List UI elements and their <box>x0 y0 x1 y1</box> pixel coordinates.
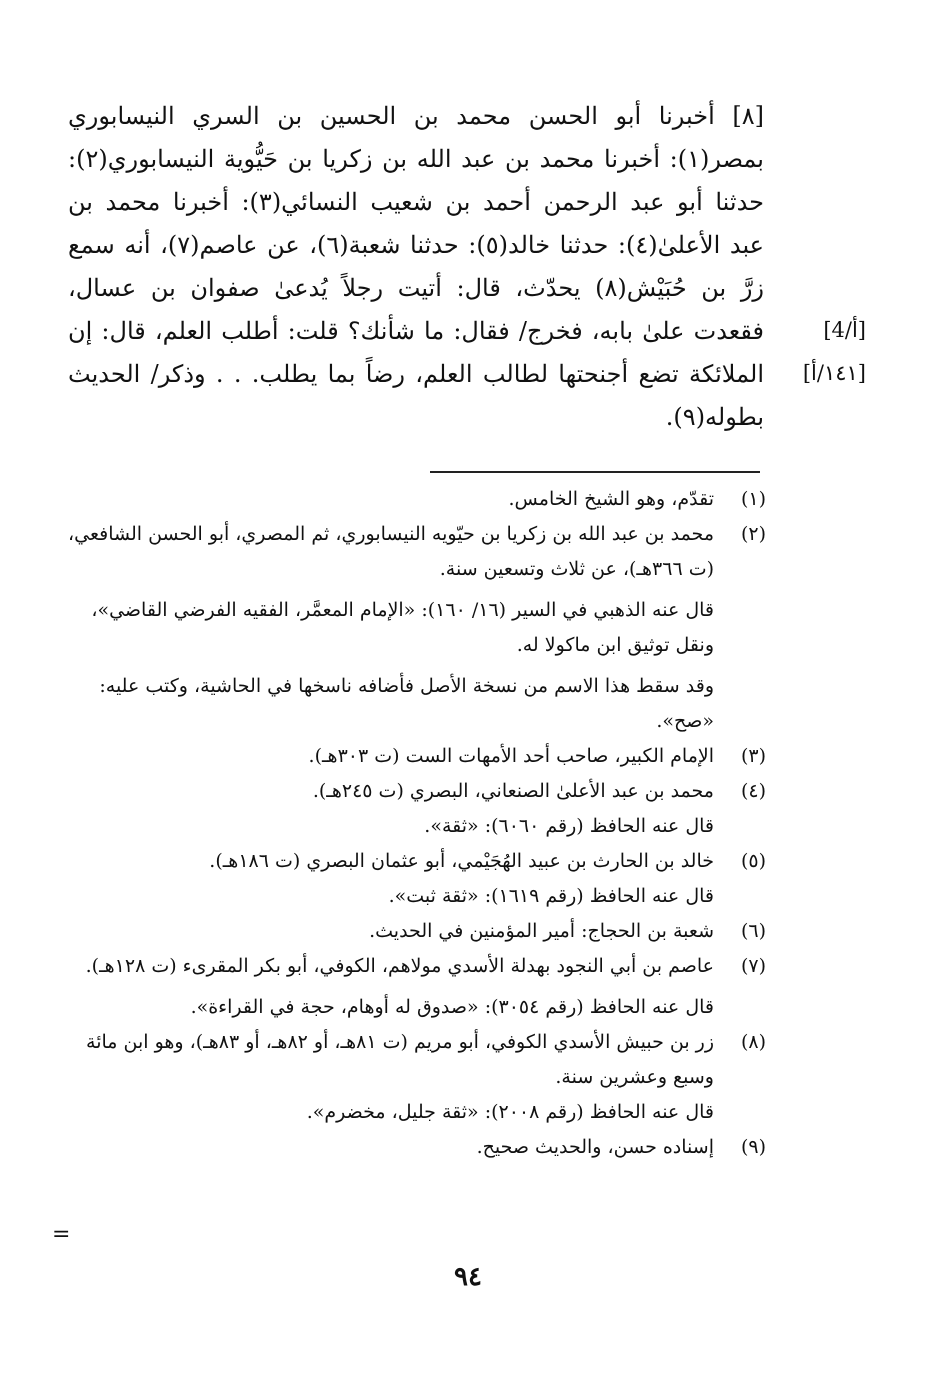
main-text-line: الملائكة تضع أجنحتها لطالب العلم، رضاً بما يطلب. . . وذكر/ الحديث <box>68 360 764 388</box>
footnote <box>66 482 766 517</box>
footnote <box>66 739 766 774</box>
footnote-number: (٢) <box>740 523 766 545</box>
main-text-line: عبد الأعلىٰ(٤): حدثنا خالد(٥): حدثنا شعبة(٦)، عن عاصم(٧)، أنه سمع <box>68 231 765 259</box>
footnote-text: قال عنه الحافظ (رقم ٣٠٥٤): «صدوق له أوهام، حجة في القراءة». <box>190 996 714 1018</box>
footnotes <box>66 482 766 1165</box>
continuation-mark: = <box>52 1222 71 1247</box>
footnote-text: الإمام الكبير، صاحب أحد الأمهات الست (ت ٣٠٣هـ). <box>308 745 714 767</box>
footnote-number: (٩) <box>740 1136 766 1158</box>
footnote <box>66 517 766 739</box>
footnote-number: (٣) <box>740 745 766 767</box>
footnote <box>66 914 766 949</box>
footnote-number: (٨) <box>740 1031 766 1053</box>
footnote <box>66 949 766 1025</box>
footnote-text: شعبة بن الحجاج: أمير المؤمنين في الحديث. <box>369 920 714 942</box>
main-text-line: فقعدت علىٰ بابه، فخرج/ فقال: ما شأنك؟ قلت: أطلب العلم، قال: إن <box>68 317 764 345</box>
footnote-number: (٤) <box>740 780 766 802</box>
footnote-text: وقد سقط هذا الاسم من نسخة الأصل فأضافه ناسخها في الحاشية، وكتب عليه: «صح». <box>99 675 714 732</box>
footnote-text: قال عنه الذهبي في السير (١٦/ ١٦٠): «الإمام المعمَّر، الفقيه الفرضي القاضي»، ونقل توثيق ابن ماكولا له. <box>91 599 714 656</box>
footnote-text: محمد بن عبد الأعلىٰ الصنعاني، البصري (ت ٢٤٥هـ). <box>312 780 714 802</box>
footnote-text: تقدّم، وهو الشيخ الخامس. <box>508 488 714 510</box>
footnote <box>66 1130 766 1165</box>
page-number: ٩٤ <box>454 1262 482 1292</box>
main-text-line: بمصر(١): أخبرنا محمد بن عبد الله بن زكريا بن حَيُّوية النيسابوري(٢): <box>68 145 764 173</box>
footnote-number: (٧) <box>740 955 766 977</box>
manuscript-folio-marker: [4/أ] <box>823 318 866 342</box>
footnote-separator <box>430 471 760 473</box>
footnote-text: عاصم بن أبي النجود بهدلة الأسدي مولاهم، الكوفي، أبو بكر المقرىء (ت ١٢٨هـ). <box>85 955 714 977</box>
footnote-number: (١) <box>740 488 766 510</box>
main-text <box>68 95 764 439</box>
footnote-text: زر بن حبيش الأسدي الكوفي، أبو مريم (ت ٨١هـ، أو ٨٢هـ، أو ٨٣هـ)، وهو ابن مائة وسبع وعشرين سنة. <box>86 1031 714 1088</box>
footnote <box>66 844 766 914</box>
footnote-number: (٥) <box>740 850 766 872</box>
footnote-text: قال عنه الحافظ (رقم ٦٠٦٠): «ثقة». <box>424 815 714 837</box>
footnote <box>66 1025 766 1130</box>
footnote-number: (٦) <box>740 920 766 942</box>
main-text-line: زرَّ بن حُبَيْش(٨) يحدّث، قال: أتيت رجلاً يُدعىٰ صفوان بن عسال، <box>68 274 765 302</box>
footnote-text: محمد بن عبد الله بن زكريا بن حيّويه النيسابوري، ثم المصري، أبو الحسن الشافعي، (ت ٣٦٦هـ)، عن ثلاث وتسعين سنة. <box>68 523 714 580</box>
main-text-line: حدثنا أبو عبد الرحمن أحمد بن شعيب النسائي(٣): أخبرنا محمد بن <box>68 188 765 216</box>
main-text-line: بطوله(٩). <box>665 403 764 431</box>
footnote-text: قال عنه الحافظ (رقم ١٦١٩): «ثقة ثبت». <box>388 885 714 907</box>
footnote <box>66 774 766 844</box>
main-text-line: [٨] أخبرنا أبو الحسن محمد بن الحسين بن السري النيسابوري <box>68 102 764 130</box>
manuscript-folio-marker: [١٤١/أ] <box>802 361 866 385</box>
footnote-text: قال عنه الحافظ (رقم ٢٠٠٨): «ثقة جليل، مخضرم». <box>306 1101 714 1123</box>
footnote-text: خالد بن الحارث بن عبيد الهُجَيْمي، أبو عثمان البصري (ت ١٨٦هـ). <box>209 850 714 872</box>
footnote-text: إسناده حسن، والحديث صحيح. <box>476 1136 714 1158</box>
